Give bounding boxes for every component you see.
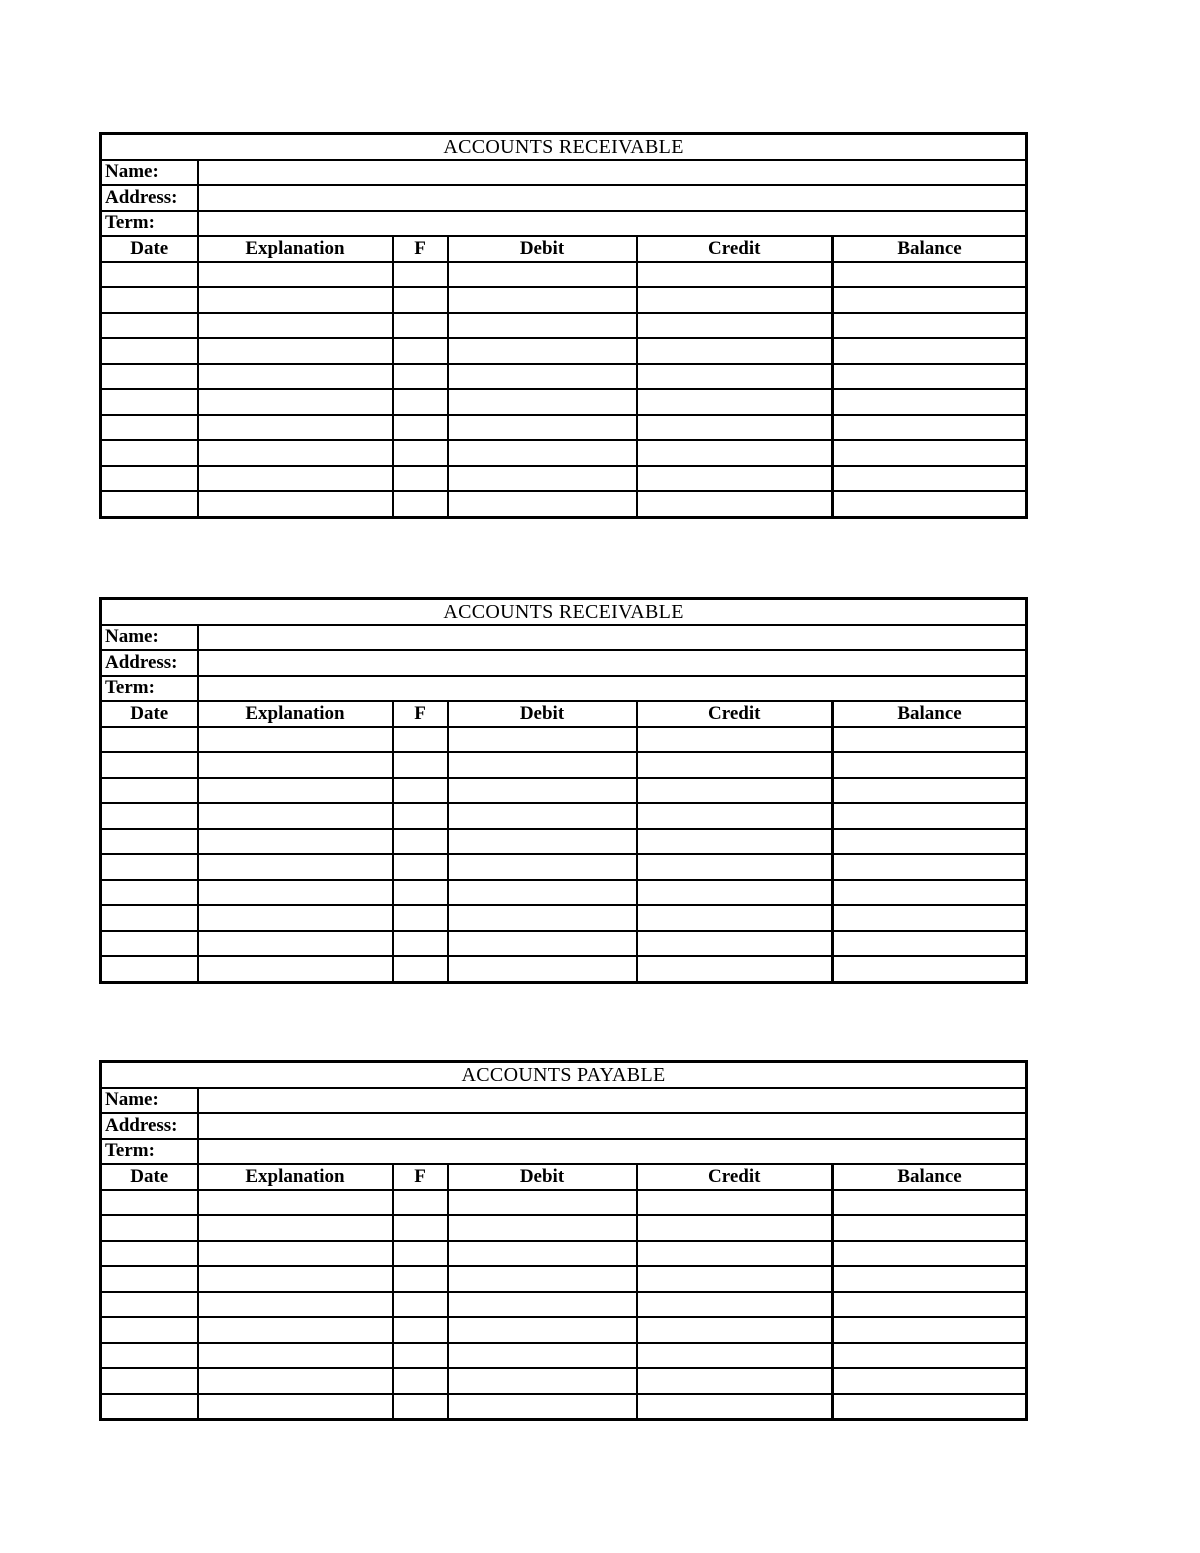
- entry-cell-credit[interactable]: [637, 389, 833, 415]
- entry-cell-explanation[interactable]: [198, 1266, 393, 1292]
- address-label: Address:: [101, 185, 198, 211]
- entry-cell-debit[interactable]: [448, 364, 637, 390]
- ledger-entry-row: [101, 262, 1027, 288]
- entry-cell-credit[interactable]: [637, 1343, 833, 1369]
- entry-cell-balance[interactable]: [833, 491, 1027, 517]
- entry-cell-debit[interactable]: [448, 338, 637, 364]
- entry-cell-date[interactable]: [101, 1292, 198, 1318]
- name-field[interactable]: [198, 160, 1027, 186]
- entry-cell-f[interactable]: [393, 1394, 448, 1420]
- entry-cell-credit[interactable]: [637, 727, 833, 753]
- entry-cell-balance[interactable]: [833, 389, 1027, 415]
- entry-cell-balance[interactable]: [833, 931, 1027, 957]
- entry-cell-balance[interactable]: [833, 262, 1027, 288]
- ledger-entry-row: [101, 1394, 1027, 1420]
- entry-cell-balance[interactable]: [833, 1241, 1027, 1267]
- name-label: Name:: [101, 160, 198, 186]
- entry-cell-date[interactable]: [101, 854, 198, 880]
- entry-cell-credit[interactable]: [637, 262, 833, 288]
- ledger-entry-row: [101, 778, 1027, 804]
- ledger-entry-row: [101, 803, 1027, 829]
- ledger-name-row: [101, 625, 1027, 651]
- column-header-balance: Balance: [833, 701, 1027, 727]
- ledger-entry-row: [101, 1343, 1027, 1369]
- entry-cell-explanation[interactable]: [198, 931, 393, 957]
- entry-cell-debit[interactable]: [448, 313, 637, 339]
- entry-cell-balance[interactable]: [833, 829, 1027, 855]
- entry-cell-balance[interactable]: [833, 880, 1027, 906]
- ledger-entry-row: [101, 956, 1027, 982]
- entry-cell-debit[interactable]: [448, 803, 637, 829]
- entry-cell-credit[interactable]: [637, 338, 833, 364]
- entry-cell-date[interactable]: [101, 1266, 198, 1292]
- entry-cell-debit[interactable]: [448, 1343, 637, 1369]
- address-label: Address:: [101, 1113, 198, 1139]
- entry-cell-debit[interactable]: [448, 1317, 637, 1343]
- entry-cell-date[interactable]: [101, 905, 198, 931]
- entry-cell-credit[interactable]: [637, 415, 833, 441]
- entry-cell-debit[interactable]: [448, 854, 637, 880]
- column-header-credit: Credit: [637, 1164, 833, 1190]
- entry-cell-f[interactable]: [393, 1190, 448, 1216]
- ledger-title-row: [101, 1062, 1027, 1088]
- ledger-entry-row: [101, 466, 1027, 492]
- entry-cell-explanation[interactable]: [198, 778, 393, 804]
- entry-cell-f[interactable]: [393, 262, 448, 288]
- entry-cell-explanation[interactable]: [198, 466, 393, 492]
- entry-cell-explanation[interactable]: [198, 364, 393, 390]
- entry-cell-debit[interactable]: [448, 1368, 637, 1394]
- entry-cell-f[interactable]: [393, 1343, 448, 1369]
- entry-cell-balance[interactable]: [833, 364, 1027, 390]
- ledger-entry-row: [101, 389, 1027, 415]
- column-header-balance: Balance: [833, 236, 1027, 262]
- entry-cell-balance[interactable]: [833, 1368, 1027, 1394]
- entry-cell-credit[interactable]: [637, 854, 833, 880]
- entry-cell-explanation[interactable]: [198, 752, 393, 778]
- column-header-balance: Balance: [833, 1164, 1027, 1190]
- entry-cell-credit[interactable]: [637, 1394, 833, 1420]
- entry-cell-credit[interactable]: [637, 1317, 833, 1343]
- entry-cell-credit[interactable]: [637, 803, 833, 829]
- address-field[interactable]: [198, 185, 1027, 211]
- ledger-entry-row: [101, 1241, 1027, 1267]
- entry-cell-debit[interactable]: [448, 829, 637, 855]
- entry-cell-f[interactable]: [393, 803, 448, 829]
- entry-cell-debit[interactable]: [448, 1292, 637, 1318]
- entry-cell-explanation[interactable]: [198, 880, 393, 906]
- column-header-debit: Debit: [448, 236, 637, 262]
- entry-cell-date[interactable]: [101, 491, 198, 517]
- entry-cell-debit[interactable]: [448, 491, 637, 517]
- entry-cell-explanation[interactable]: [198, 1394, 393, 1420]
- ledger-term-row: [101, 211, 1027, 237]
- entry-cell-debit[interactable]: [448, 778, 637, 804]
- entry-cell-debit[interactable]: [448, 389, 637, 415]
- entry-cell-explanation[interactable]: [198, 854, 393, 880]
- entry-cell-date[interactable]: [101, 313, 198, 339]
- entry-cell-debit[interactable]: [448, 931, 637, 957]
- entry-cell-balance[interactable]: [833, 854, 1027, 880]
- term-label: Term:: [101, 676, 198, 702]
- ledger-entry-row: [101, 1215, 1027, 1241]
- entry-cell-debit[interactable]: [448, 262, 637, 288]
- entry-cell-balance[interactable]: [833, 752, 1027, 778]
- entry-cell-debit[interactable]: [448, 1241, 637, 1267]
- entry-cell-f[interactable]: [393, 364, 448, 390]
- entry-cell-f[interactable]: [393, 1215, 448, 1241]
- entry-cell-debit[interactable]: [448, 1215, 637, 1241]
- entry-cell-f[interactable]: [393, 905, 448, 931]
- name-label: Name:: [101, 625, 198, 651]
- entry-cell-date[interactable]: [101, 440, 198, 466]
- ledger-entry-row: [101, 1317, 1027, 1343]
- entry-cell-f[interactable]: [393, 389, 448, 415]
- entry-cell-f[interactable]: [393, 931, 448, 957]
- term-label: Term:: [101, 1139, 198, 1165]
- entry-cell-f[interactable]: [393, 415, 448, 441]
- term-label: Term:: [101, 211, 198, 237]
- entry-cell-explanation[interactable]: [198, 338, 393, 364]
- ledger-table: [99, 132, 1028, 519]
- entry-cell-explanation[interactable]: [198, 829, 393, 855]
- ledger-entry-row: [101, 287, 1027, 313]
- entry-cell-explanation[interactable]: [198, 415, 393, 441]
- entry-cell-balance[interactable]: [833, 1266, 1027, 1292]
- entry-cell-debit[interactable]: [448, 1190, 637, 1216]
- entry-cell-balance[interactable]: [833, 440, 1027, 466]
- entry-cell-debit[interactable]: [448, 956, 637, 982]
- entry-cell-explanation[interactable]: [198, 956, 393, 982]
- entry-cell-credit[interactable]: [637, 466, 833, 492]
- name-label: Name:: [101, 1088, 198, 1114]
- column-header-debit: Debit: [448, 1164, 637, 1190]
- entry-cell-balance[interactable]: [833, 905, 1027, 931]
- entry-cell-balance[interactable]: [833, 313, 1027, 339]
- entry-cell-f[interactable]: [393, 287, 448, 313]
- ledger-entry-row: [101, 829, 1027, 855]
- entry-cell-explanation[interactable]: [198, 1292, 393, 1318]
- entry-cell-explanation[interactable]: [198, 262, 393, 288]
- entry-cell-f[interactable]: [393, 1292, 448, 1318]
- entry-cell-f[interactable]: [393, 338, 448, 364]
- entry-cell-balance[interactable]: [833, 803, 1027, 829]
- column-header-row: [101, 701, 1027, 727]
- ledger-entry-row: [101, 931, 1027, 957]
- ledger-entry-row: [101, 727, 1027, 753]
- entry-cell-credit[interactable]: [637, 1215, 833, 1241]
- ledger-table: [99, 597, 1028, 984]
- entry-cell-f[interactable]: [393, 752, 448, 778]
- entry-cell-f[interactable]: [393, 956, 448, 982]
- address-field[interactable]: [198, 1113, 1027, 1139]
- entry-cell-debit[interactable]: [448, 880, 637, 906]
- entry-cell-credit[interactable]: [637, 931, 833, 957]
- ledger-entry-row: [101, 1266, 1027, 1292]
- ledger-title-row: [101, 599, 1027, 625]
- entry-cell-credit[interactable]: [637, 1368, 833, 1394]
- entry-cell-date[interactable]: [101, 338, 198, 364]
- entry-cell-date[interactable]: [101, 262, 198, 288]
- name-field[interactable]: [198, 625, 1027, 651]
- ledger-entry-row: [101, 1368, 1027, 1394]
- ledger-term-row: [101, 676, 1027, 702]
- ledger-title-row: [101, 134, 1027, 160]
- entry-cell-f[interactable]: [393, 1241, 448, 1267]
- column-header-credit: Credit: [637, 236, 833, 262]
- entry-cell-explanation[interactable]: [198, 1241, 393, 1267]
- entry-cell-date[interactable]: [101, 1215, 198, 1241]
- entry-cell-f[interactable]: [393, 880, 448, 906]
- ledger-title: ACCOUNTS PAYABLE: [101, 1062, 1027, 1088]
- entry-cell-balance[interactable]: [833, 338, 1027, 364]
- entry-cell-debit[interactable]: [448, 287, 637, 313]
- ledger-entry-row: [101, 338, 1027, 364]
- entry-cell-credit[interactable]: [637, 905, 833, 931]
- entry-cell-f[interactable]: [393, 491, 448, 517]
- entry-cell-explanation[interactable]: [198, 1343, 393, 1369]
- entry-cell-credit[interactable]: [637, 1241, 833, 1267]
- address-field[interactable]: [198, 650, 1027, 676]
- entry-cell-f[interactable]: [393, 1317, 448, 1343]
- entry-cell-date[interactable]: [101, 956, 198, 982]
- entry-cell-date[interactable]: [101, 389, 198, 415]
- entry-cell-explanation[interactable]: [198, 905, 393, 931]
- entry-cell-balance[interactable]: [833, 1190, 1027, 1216]
- entry-cell-debit[interactable]: [448, 1266, 637, 1292]
- ledger-form: [99, 132, 1025, 519]
- entry-cell-f[interactable]: [393, 1368, 448, 1394]
- ledger-entry-row: [101, 854, 1027, 880]
- entry-cell-balance[interactable]: [833, 727, 1027, 753]
- entry-cell-explanation[interactable]: [198, 727, 393, 753]
- entry-cell-f[interactable]: [393, 313, 448, 339]
- term-field[interactable]: [198, 1139, 1027, 1165]
- entry-cell-credit[interactable]: [637, 1292, 833, 1318]
- entry-cell-debit[interactable]: [448, 905, 637, 931]
- entry-cell-credit[interactable]: [637, 287, 833, 313]
- entry-cell-date[interactable]: [101, 1368, 198, 1394]
- ledger-title: ACCOUNTS RECEIVABLE: [101, 599, 1027, 625]
- entry-cell-credit[interactable]: [637, 829, 833, 855]
- entry-cell-credit[interactable]: [637, 1190, 833, 1216]
- entry-cell-balance[interactable]: [833, 956, 1027, 982]
- ledger-address-row: [101, 1113, 1027, 1139]
- ledger-entry-row: [101, 1292, 1027, 1318]
- entry-cell-f[interactable]: [393, 466, 448, 492]
- entry-cell-credit[interactable]: [637, 880, 833, 906]
- entry-cell-debit[interactable]: [448, 466, 637, 492]
- entry-cell-credit[interactable]: [637, 1266, 833, 1292]
- ledger-entry-row: [101, 415, 1027, 441]
- entry-cell-date[interactable]: [101, 727, 198, 753]
- entry-cell-explanation[interactable]: [198, 1190, 393, 1216]
- column-header-credit: Credit: [637, 701, 833, 727]
- entry-cell-credit[interactable]: [637, 956, 833, 982]
- column-header-date: Date: [101, 236, 198, 262]
- entry-cell-f[interactable]: [393, 829, 448, 855]
- entry-cell-explanation[interactable]: [198, 440, 393, 466]
- ledger-entry-row: [101, 313, 1027, 339]
- ledger-entry-row: [101, 364, 1027, 390]
- term-field[interactable]: [198, 211, 1027, 237]
- column-header-debit: Debit: [448, 701, 637, 727]
- entry-cell-f[interactable]: [393, 778, 448, 804]
- entry-cell-date[interactable]: [101, 803, 198, 829]
- ledger-name-row: [101, 160, 1027, 186]
- column-header-date: Date: [101, 1164, 198, 1190]
- entry-cell-date[interactable]: [101, 287, 198, 313]
- entry-cell-balance[interactable]: [833, 1215, 1027, 1241]
- column-header-row: [101, 1164, 1027, 1190]
- entry-cell-date[interactable]: [101, 931, 198, 957]
- entry-cell-f[interactable]: [393, 1266, 448, 1292]
- entry-cell-date[interactable]: [101, 1394, 198, 1420]
- entry-cell-credit[interactable]: [637, 491, 833, 517]
- ledger-table: [99, 1060, 1028, 1421]
- ledger-form: [99, 1060, 1025, 1421]
- entry-cell-explanation[interactable]: [198, 389, 393, 415]
- entry-cell-debit[interactable]: [448, 752, 637, 778]
- entry-cell-f[interactable]: [393, 727, 448, 753]
- ledger-title: ACCOUNTS RECEIVABLE: [101, 134, 1027, 160]
- column-header-explanation: Explanation: [198, 236, 393, 262]
- entry-cell-explanation[interactable]: [198, 313, 393, 339]
- name-field[interactable]: [198, 1088, 1027, 1114]
- entry-cell-explanation[interactable]: [198, 803, 393, 829]
- entry-cell-balance[interactable]: [833, 778, 1027, 804]
- entry-cell-balance[interactable]: [833, 415, 1027, 441]
- entry-cell-explanation[interactable]: [198, 1368, 393, 1394]
- entry-cell-credit[interactable]: [637, 313, 833, 339]
- ledger-entry-row: [101, 1190, 1027, 1216]
- column-header-row: [101, 236, 1027, 262]
- ledger-address-row: [101, 185, 1027, 211]
- entry-cell-date[interactable]: [101, 364, 198, 390]
- entry-cell-credit[interactable]: [637, 364, 833, 390]
- entry-cell-date[interactable]: [101, 752, 198, 778]
- entry-cell-balance[interactable]: [833, 287, 1027, 313]
- ledger-name-row: [101, 1088, 1027, 1114]
- entry-cell-date[interactable]: [101, 880, 198, 906]
- ledger-term-row: [101, 1139, 1027, 1165]
- entry-cell-date[interactable]: [101, 1241, 198, 1267]
- entry-cell-date[interactable]: [101, 1190, 198, 1216]
- ledger-entry-row: [101, 491, 1027, 517]
- term-field[interactable]: [198, 676, 1027, 702]
- entry-cell-explanation[interactable]: [198, 491, 393, 517]
- entry-cell-balance[interactable]: [833, 1343, 1027, 1369]
- column-header-explanation: Explanation: [198, 1164, 393, 1190]
- column-header-f: F: [393, 1164, 448, 1190]
- ledger-address-row: [101, 650, 1027, 676]
- entry-cell-balance[interactable]: [833, 466, 1027, 492]
- entry-cell-f[interactable]: [393, 854, 448, 880]
- entry-cell-debit[interactable]: [448, 415, 637, 441]
- column-header-f: F: [393, 236, 448, 262]
- ledger-entry-row: [101, 880, 1027, 906]
- ledger-entry-row: [101, 905, 1027, 931]
- ledger-entry-row: [101, 752, 1027, 778]
- ledger-form: [99, 597, 1025, 984]
- entry-cell-date[interactable]: [101, 829, 198, 855]
- entry-cell-date[interactable]: [101, 1317, 198, 1343]
- entry-cell-balance[interactable]: [833, 1394, 1027, 1420]
- entry-cell-explanation[interactable]: [198, 1215, 393, 1241]
- column-header-date: Date: [101, 701, 198, 727]
- entry-cell-debit[interactable]: [448, 1394, 637, 1420]
- entry-cell-credit[interactable]: [637, 752, 833, 778]
- entry-cell-f[interactable]: [393, 440, 448, 466]
- entry-cell-date[interactable]: [101, 1343, 198, 1369]
- entry-cell-date[interactable]: [101, 778, 198, 804]
- column-header-f: F: [393, 701, 448, 727]
- entry-cell-explanation[interactable]: [198, 287, 393, 313]
- entry-cell-credit[interactable]: [637, 440, 833, 466]
- ledger-entry-row: [101, 440, 1027, 466]
- entry-cell-balance[interactable]: [833, 1317, 1027, 1343]
- entry-cell-date[interactable]: [101, 415, 198, 441]
- entry-cell-date[interactable]: [101, 466, 198, 492]
- entry-cell-explanation[interactable]: [198, 1317, 393, 1343]
- entry-cell-debit[interactable]: [448, 727, 637, 753]
- address-label: Address:: [101, 650, 198, 676]
- entry-cell-debit[interactable]: [448, 440, 637, 466]
- entry-cell-credit[interactable]: [637, 778, 833, 804]
- entry-cell-balance[interactable]: [833, 1292, 1027, 1318]
- column-header-explanation: Explanation: [198, 701, 393, 727]
